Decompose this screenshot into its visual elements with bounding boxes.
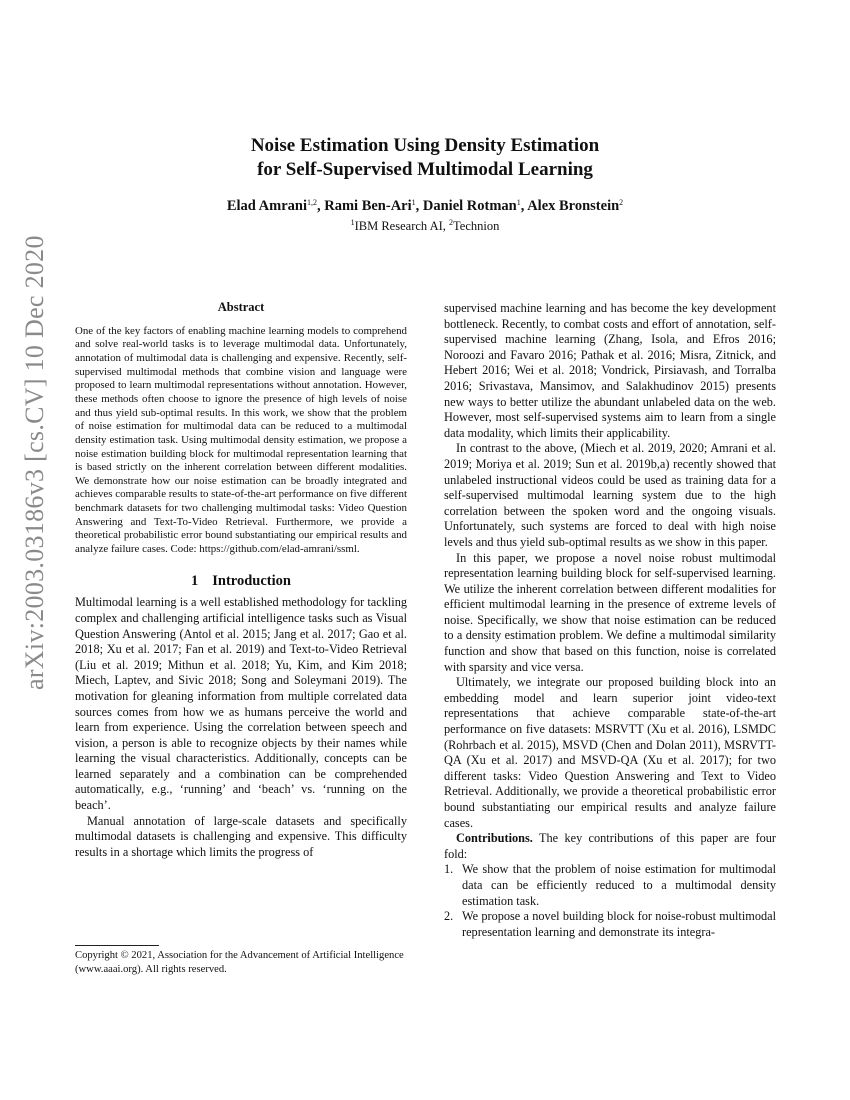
contributions-paragraph (444, 831, 776, 862)
author (227, 198, 324, 214)
contributions-list (444, 862, 776, 940)
contributions-intro: The key contributions of this paper are four fold: (444, 831, 776, 861)
right-column (444, 301, 776, 940)
list-item (444, 909, 776, 940)
author-name: Daniel Rotman (422, 198, 517, 214)
affiliation-name: Technion (453, 219, 500, 233)
body-paragraph-3: In this paper, we propose a novel noise robust multimodal representation learning building block for self-supervised learning. We utilize the inherent correlation between different modalities for efficient multimodal learning in the presence of extreme levels of noise. Specifically, we show that noise estimation can be reduced to a density estimation problem. We define a multimodal similarity function and show that based on this function, noise is correlated with sparsity and vice versa. (444, 550, 776, 674)
body-paragraph-4: Ultimately, we integrate our proposed building block into an embedding model and learn superior joint video-text representations that achieve comparable state-of-the-art performance on five datasets: MSRVTT (Xu et al. 2016), LSMDC (Rohrbach et al. 2015), MSVD (Chen and Dolan 2011), MSRVTT-QA (Xu et al. 2017) and MSVD-QA (Xu et al. 2017); for two different tasks: Video Question Answering and Text to Video Retrieval. Additionally, we provide a theoretical probabilistic error bound substantiating our empirical results and analyze failure cases. (444, 675, 776, 830)
section-title: Introduction (212, 572, 291, 589)
author (527, 198, 623, 214)
body-paragraph-1: supervised machine learning and has become the key development bottleneck. Recently, to combat costs and effort of annotation, self-supervised machine learning (Zhang, Isola, and Efros 2016; Noroozi and Favaro 2016; Pathak et al. 2016; Misra, Zitnick, and Hebert 2016; Wei et al. 2018; Vondrick, Pirsiavash, and Torralba 2016; Srivastava, Mansimov, and Salakhudinov 2015) presents new ways to better utilize the abundant unlabeled data on the web. However, most self-supervised systems aim to learn from a single data modality, which limits their applicability. (444, 301, 776, 440)
title-line-1: Noise Estimation Using Density Estimation (250, 135, 600, 156)
list-item (444, 862, 776, 909)
author-affiliation-mark: 1 (516, 198, 521, 207)
body-paragraph-2: In contrast to the above, (Miech et al. 2019, 2020; Amrani et al. 2019; Moriya et al. 2019; Sun et al. 2019b,a) recently showed that unlabeled instructional videos could be used as training data for a self-supervised multimodal learning system due to the high correlation between the spoken word and the ongoing visuals. Unfortunately, such systems are forced to deal with high noise levels and thus yield sub-optimal results as we show in this paper. (444, 441, 776, 549)
affiliations (0, 218, 850, 234)
author-list (0, 198, 850, 215)
author-separator: , (316, 198, 325, 214)
footnote-rule (75, 945, 159, 946)
author (423, 198, 527, 214)
author-name: Elad Amrani (226, 198, 307, 214)
copyright-footnote: Copyright © 2021, Association for the Advancement of Artificial Intelligence (www.aaai.org). All rights reserved. (75, 950, 404, 975)
author-separator: , (415, 198, 423, 214)
affiliation-mark: 1 (350, 218, 355, 227)
list-item-text: We propose a novel building block for noise-robust multimodal representation learning and demonstrate its integra- (462, 909, 776, 939)
affiliation-mark: 2 (449, 218, 454, 227)
author-separator: , (520, 198, 528, 214)
list-item-number: 2. (444, 909, 454, 924)
author-affiliation-mark: 1 (411, 198, 416, 207)
title-line-2: for Self-Supervised Multimodal Learning (257, 159, 593, 180)
paper-title (0, 134, 850, 182)
contributions-label: Contributions. (456, 831, 533, 846)
author-affiliation-mark: 2 (619, 198, 624, 207)
abstract-heading: Abstract (217, 300, 265, 314)
section-heading-introduction (75, 574, 407, 590)
arxiv-identifier-stamp: arXiv:2003.03186v3 [cs.CV] 10 Dec 2020 (20, 235, 49, 690)
author-affiliation-mark: 1,2 (306, 198, 317, 207)
left-column (75, 300, 407, 860)
affiliation-name: IBM Research AI, (354, 219, 450, 233)
author-name: Alex Bronstein (527, 198, 620, 214)
list-item-number: 1. (444, 862, 454, 877)
intro-paragraph-2: Manual annotation of large-scale datasets and specifically multimodal datasets is challenging and expensive. This difficulty results in a shortage which limits the progress of (75, 813, 407, 859)
author (324, 198, 423, 214)
section-number: 1 (191, 572, 199, 589)
author-name: Rami Ben-Ari (324, 198, 412, 214)
intro-paragraph-1: Multimodal learning is a well established methodology for tackling complex and challenging artificial intelligence tasks such as Visual Question Answering (Antol et al. 2015; Jang et al. 2017; Gao et al. 2018; Xu et al. 2017; Fan et al. 2019) and Text-to-Video Retrieval (Liu et al. 2019; Mithun et al. 2018; Yu, Kim, and Kim 2018; Miech, Laptev, and Sivic 2018; Song and Soleymani 2019). The motivation for gleaning information from multiple correlated data sources comes from how we as humans perceive the world and learn from experience. Using the correlation between speech and vision, a person is able to recognize objects by their names while learning the visual characteristics. Additionally, concepts can be learned separately and a combination can be comprehended automatically, e.g., ‘running’ and ‘beach’ vs. ‘running on the beach’. (75, 595, 407, 813)
list-item-text: We show that the problem of noise estimation for multimodal data can be efficiently reduced to a multimodal density estimation task. (462, 862, 776, 908)
abstract-text: One of the key factors of enabling machine learning models to comprehend and solve real-world tasks is to leverage multimodal data. Unfortunately, annotation of multimodal data is challenging and expensive. Recently, self-supervised multimodal methods that combine vision and language were proposed to learn multimodal representations without annotation. However, these methods often choose to ignore the presence of high levels of noise and thus yield sub-optimal results. In this work, we show that the problem of noise estimation for multimodal data can be reduced to a multimodal density estimation task. Using multimodal density estimation, we propose a noise estimation building block for multimodal representation learning that is based strictly on the inherent correlation between different modalities. We demonstrate how our noise estimation can be broadly integrated and achieves comparable results to state-of-the-art performance on five different benchmark datasets for two challenging multimodal tasks: Video Question Answering and Text-To-Video Retrieval. Furthermore, we provide a theoretical probabilistic error bound substantiating our empirical results and analyze failure cases. Code: https://github.com/elad-amrani/ssml. (75, 324, 407, 556)
